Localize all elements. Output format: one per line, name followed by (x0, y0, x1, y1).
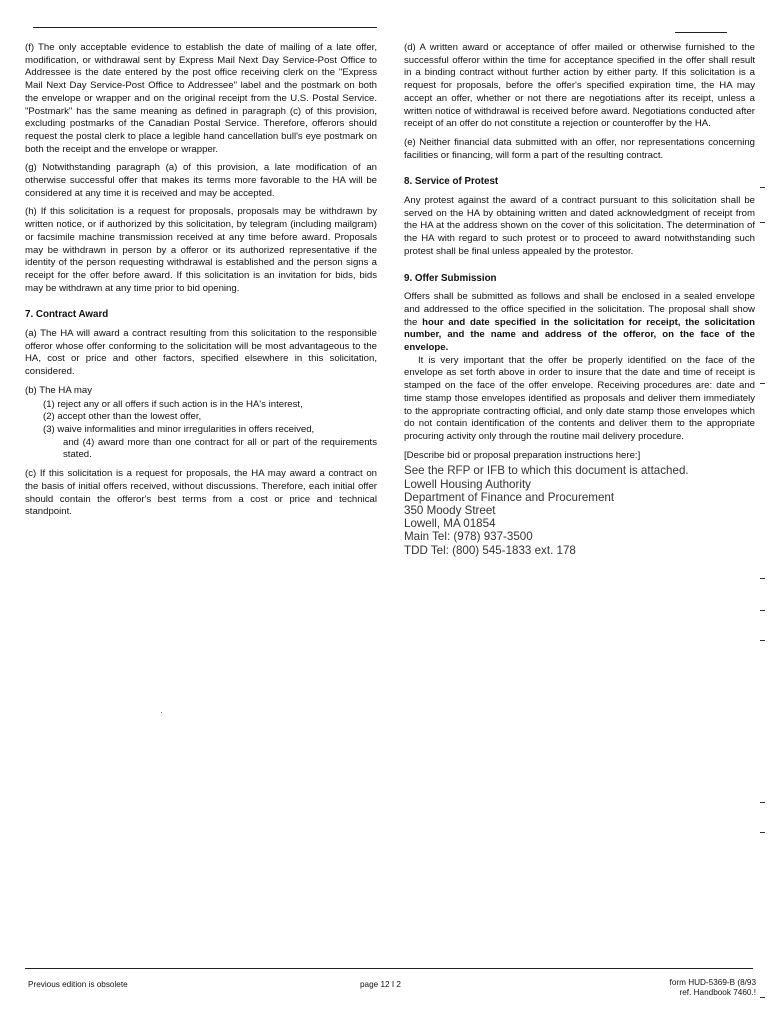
paragraph-9-second: It is very important that the offer be properly identified on the face of the envelope as set forth above in order to insure that the date and time of receipt is stamped on the face of the offer envelope. Receiving procedures are: date and time stamp those envelopes identified as proposals and deliver them immediately to the appropriate contracting official, and only date stamp those envelopes which do not contain identification of the contents and deliver them to the appropriate procuring activity only through the routine mail delivery procedure. (404, 354, 755, 442)
section-9-heading: 9. Offer Submission (404, 272, 497, 284)
margin-mark (760, 640, 765, 641)
right-column (404, 42, 755, 557)
margin-mark (760, 222, 765, 223)
contact-line: See the RFP or IFB to which this document is attached. (404, 464, 689, 478)
paragraph-g: (g) Notwithstanding paragraph (a) of this provision, a late modification of an otherwise successful offer that makes its terms more favorable to the HA will be considered at any time it is received and may be accepted. (25, 162, 377, 199)
left-column (25, 42, 377, 525)
contact-line: Department of Finance and Procurement (404, 490, 615, 504)
paragraph-7b-intro: (b) The HA may (25, 384, 93, 396)
list-item: (1) reject any or all offers if such action is in the HA's interest, (43, 398, 303, 410)
paragraph-7a: (a) The HA will award a contract resulting from this solicitation to the responsible offeror whose offer conforming to the solicitation will be most advantageous to the HA, cost or price and other factors, specified elsewhere in this solicitation, considered. (25, 328, 377, 378)
margin-mark (760, 187, 765, 188)
footer-form-number: form HUD-5369-B (8/93 (669, 978, 756, 987)
footer-rule (25, 968, 753, 969)
contact-line: 350 Moody Street (404, 504, 496, 517)
contact-block (404, 464, 755, 556)
margin-mark (760, 383, 765, 384)
footer-form-reference (646, 978, 756, 998)
paragraph-e: (e) Neither financial data submitted with an offer, nor representations concerning facilities or financing, will form a part of the resulting contract. (404, 136, 755, 161)
margin-mark (760, 832, 765, 833)
footer-page-number: page 12 I 2 (360, 980, 401, 989)
contact-line: Lowell, MA 01854 (404, 517, 496, 531)
footer-handbook-ref: ref. Handbook 7460.! (679, 988, 756, 997)
top-rule-right (675, 32, 727, 33)
contact-line: TDD Tel: (800) 545-1833 ext. 178 (404, 543, 576, 557)
paragraph-9 (404, 291, 755, 355)
list-item: (3) waive informalities and minor irregularities in offers received, (43, 423, 315, 435)
contact-line: Lowell Housing Authority (404, 477, 531, 491)
paragraph-d: (d) A written award or acceptance of offer mailed or otherwise furnished to the successful offeror within the time for acceptance specified in the offer shall result in a binding contract without further action by either party. If this solicitation is a request for proposals, before the offer's specified expiration time, the HA may accept an offer, whether or not there are negotiations after its receipt, unless a written notice of withdrawal is received before award. Negotiations conducted after receipt of an offer do not constitute a rejection or counteroffer by the HA. (404, 42, 755, 130)
top-rule (33, 27, 377, 28)
contact-line: Main Tel: (978) 937-3500 (404, 530, 533, 544)
list-7b (43, 399, 377, 463)
margin-mark (760, 802, 765, 803)
footer-edition-note: Previous edition is obsolete (28, 980, 128, 989)
paragraph-h: (h) If this solicitation is a request for proposals, proposals may be withdrawn by written notice, or if authorized by this solicitation, by telegram (including mailgram) or facsimile machine transmission received at any time before award. Proposals may be withdrawn in person by a offeror or its authorized representative if the identity of the person requesting withdrawal is established and the person signs a receipt for the offer before award. If this solicitation is an invitation for bids, bids may be withdrawn at any time prior to bid opening. (25, 206, 377, 294)
margin-mark (760, 578, 765, 579)
paragraph-9-bold-text: hour and date specified in the solicitation for receipt, the solicitation number, and the name and address of the offeror, on the face of the envelope. (404, 316, 756, 354)
paragraph-9-text: Offers shall be submitted as follows and shall be enclosed in a sealed envelope and addressed to the office specified in the solicitation. The proposal shall show the (404, 291, 755, 328)
section-8-heading: 8. Service of Protest (404, 176, 499, 188)
paragraph-7c: (c) If this solicitation is a request for proposals, the HA may award a contract on the basis of initial offers received, without discussions. Therefore, each initial offer should contain the offeror's best terms from a cost or price and technical standpoint. (25, 468, 377, 518)
instruction-text: [Describe bid or proposal preparation instructions here:] (404, 449, 641, 461)
paragraph-f: (f) The only acceptable evidence to establish the date of mailing of a late offer, modification, or withdrawal sent by Express Mail Next Day Service-Post Office to Addressee is the date entered by the post office receiving clerk on the "Express Mail Next Day Service-Post Office to Addressee" label and the postmark on both the envelope or wrapper and on the original receipt from the U.S. Postal Service. "Postmark" has the same meaning as defined in paragraph (c) of this provision, excluding postmarks of the Canadian Postal Service. Therefore, offerors should request the postal clerk to place a legible hand cancellation bull's eye postmark on both the receipt and the envelope or wrapper. (25, 42, 377, 155)
paragraph-8: Any protest against the award of a contract pursuant to this solicitation shall be served on the HA by obtaining written and dated acknowledgment of receipt from the HA at the address shown on the cover of this solicitation. The determination of the HA with regard to such protest or to proceed to award notwithstanding such protest shall be final unless appealed by the protestor. (404, 195, 755, 257)
margin-mark (760, 610, 765, 611)
section-7-heading: 7. Contract Award (25, 309, 109, 321)
list-item-continuation: and (4) award more than one contract for all or part of the requirements stated. (63, 436, 377, 461)
margin-mark (760, 997, 765, 998)
list-item: (2) accept other than the lowest offer, (43, 411, 202, 423)
stray-dot (161, 712, 162, 713)
